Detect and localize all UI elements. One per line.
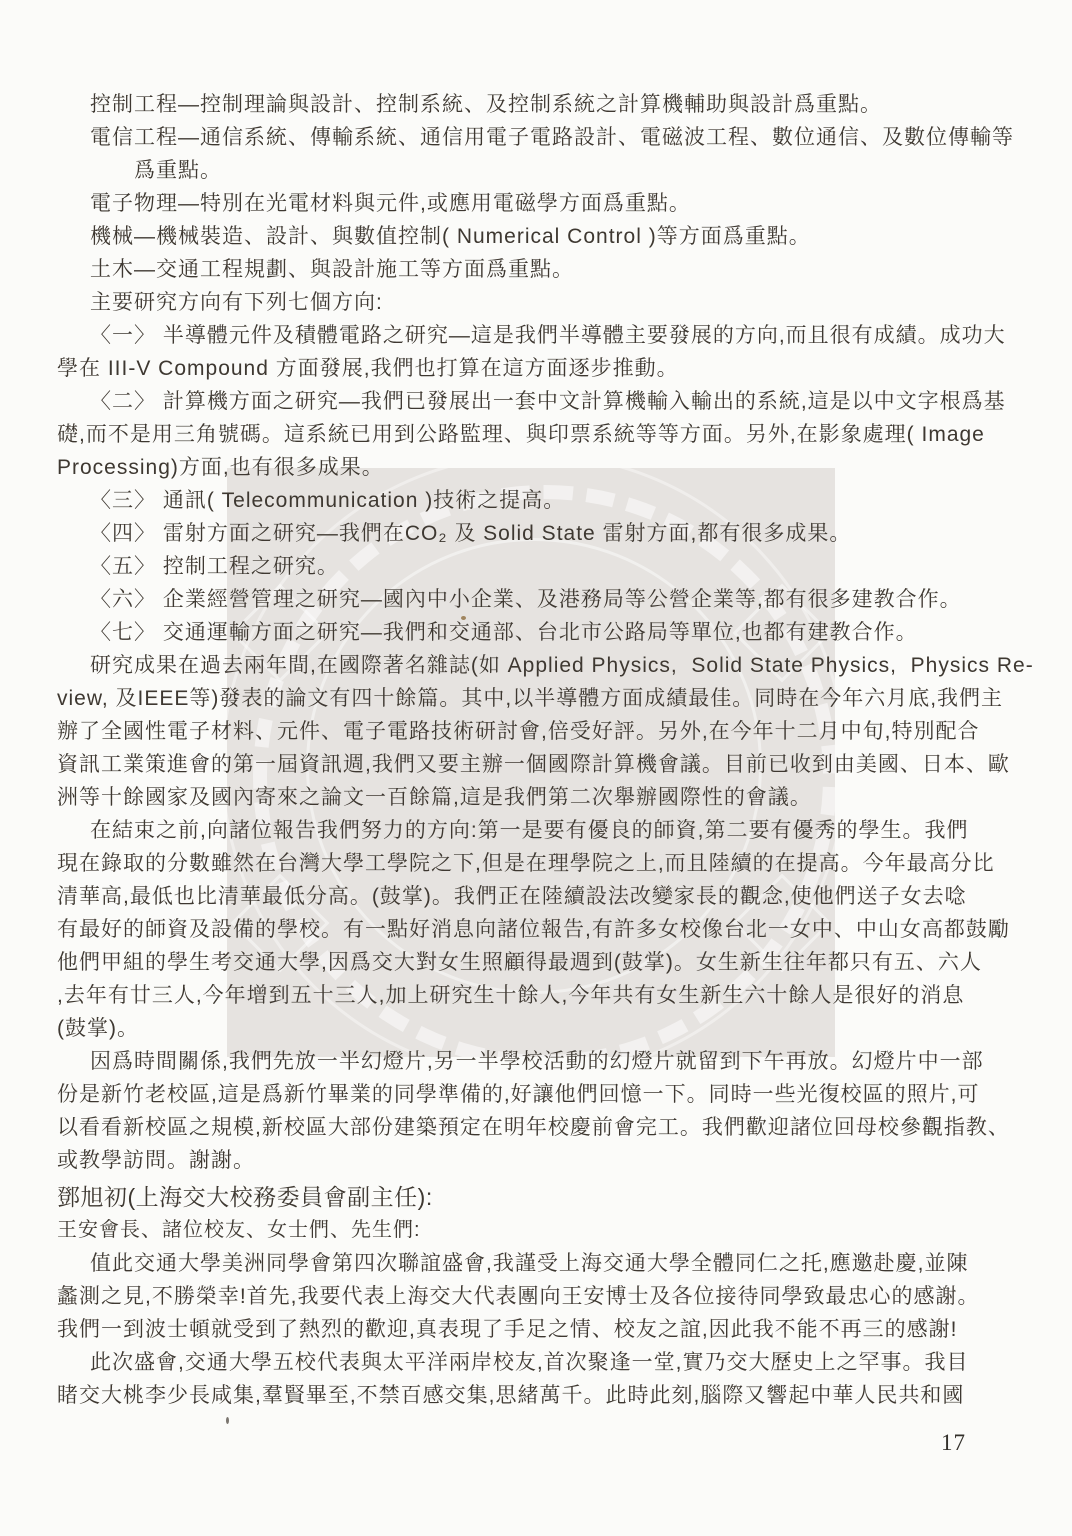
text-line: 土木—交通工程規劃、與設計施工等方面爲重點。	[90, 258, 574, 281]
text-line: (鼓掌)。	[57, 1017, 139, 1040]
page-number: 17	[941, 1430, 966, 1455]
text-line: 蠡測之見,不勝榮幸!首先,我要代表上海交大代表團向王安博士及各位接待同學致最忠心的感謝。	[57, 1285, 980, 1308]
text-line: 〈六〉 企業經營管理之研究—國內中小企業、及港務局等公營企業等,都有很多建教合作。	[90, 588, 962, 611]
text-line: 爲重點。	[134, 159, 222, 182]
text-line: 睹交大桃李少長咸集,羣賢畢至,不禁百感交集,思緒萬千。此時此刻,腦際又響起中華人民共和國	[57, 1384, 965, 1407]
text-line: 〈五〉 控制工程之研究。	[90, 555, 339, 578]
text-line: 鄧旭初(上海交大校務委員會副主任):	[57, 1184, 433, 1210]
text-line: 我們一到波士頓就受到了熱烈的歡迎,真表現了手足之情、校友之誼,因此我不能不再三的感謝!	[57, 1318, 958, 1341]
text-line: 研究成果在過去兩年間,在國際著名雜誌(如 Applied Physics, Solid State Physics, Physics Re-	[90, 654, 1034, 677]
text-line: 份是新竹老校區,這是爲新竹畢業的同學準備的,好讓他們回憶一下。同時一些光復校區的照片,可	[57, 1083, 980, 1106]
text-line: 〈四〉 雷射方面之研究—我們在CO₂ 及 Solid State 雷射方面,都有很多成果。	[90, 522, 852, 545]
text-line: ,去年有廿三人,今年增到五十三人,加上研究生十餘人,今年共有女生新生六十餘人是很好的消息	[57, 984, 965, 1007]
text-line: 他們甲組的學生考交通大學,因爲交大對女生照顧得最週到(鼓掌)。女生新生往年都只有五、六人	[57, 951, 982, 974]
text-line: view, 及IEEE等)發表的論文有四十餘篇。其中,以半導體方面成績最佳。同時在今年六月底,我們主	[57, 687, 1004, 710]
text-line: 〈七〉 交通運輸方面之研究—我們和交通部、台北市公路局等單位,也都有建教合作。	[90, 621, 918, 644]
text-line: 清華高,最低也比清華最低分高。(鼓掌)。我們正在陸續設法改變家長的觀念,使他們送子女去唸	[57, 885, 967, 908]
document-text	[57, 88, 1047, 1412]
text-line: 在結束之前,向諸位報告我們努力的方向:第一是要有優良的師資,第二要有優秀的學生。我們	[90, 819, 969, 842]
ink-speck	[226, 1417, 229, 1424]
text-line: 學在 III-V Compound 方面發展,我們也打算在這方面逐步推動。	[57, 357, 679, 380]
text-line: 此次盛會,交通大學五校代表與太平洋兩岸校友,首次聚逢一堂,實乃交大歷史上之罕事。我目	[90, 1351, 969, 1374]
text-line: 因爲時間關係,我們先放一半幻燈片,另一半學校活動的幻燈片就留到下午再放。幻燈片中一部	[90, 1050, 984, 1073]
text-line: 王安會長、諸位校友、女士們、先生們:	[57, 1219, 421, 1241]
text-line: 資訊工業策進會的第一屆資訊週,我們又要主辦一個國際計算機會議。目前已收到由美國、日本、歐	[57, 753, 1010, 776]
text-line: 值此交通大學美洲同學會第四次聯誼盛會,我謹受上海交通大學全體同仁之托,應邀赴慶,並陳	[90, 1252, 969, 1275]
text-line: 或教學訪問。謝謝。	[57, 1149, 255, 1172]
text-line: 以看看新校區之規模,新校區大部份建築預定在明年校慶前會完工。我們歡迎諸位回母校參觀指教、	[57, 1116, 1010, 1139]
text-line: 主要研究方向有下列七個方向:	[90, 291, 383, 314]
text-line: 現在錄取的分數雖然在台灣大學工學院之下,但是在理學院之上,而且陸續的在提高。今年最高分比	[57, 852, 995, 875]
text-line: 電信工程—通信系統、傳輸系統、通信用電子電路設計、電磁波工程、數位通信、及數位傳輸等	[90, 126, 1014, 149]
text-line: 機械—機械裝造、設計、與數值控制( Numerical Control )等方面爲重點。	[90, 225, 811, 248]
text-line: 辦了全國性電子材料、元件、電子電路技術研討會,倍受好評。另外,在今年十二月中旬,特別配合	[57, 720, 980, 743]
text-line: 有最好的師資及設備的學校。有一點好消息向諸位報告,有許多女校像台北一女中、中山女高都鼓勵	[57, 918, 1010, 941]
text-line: 礎,而不是用三角號碼。這系統已用到公路監理、與印票系統等等方面。另外,在影象處理( Image	[57, 423, 985, 446]
text-line: 〈三〉 通訊( Telecommunication )技術之提高。	[90, 489, 566, 512]
text-line: 〈一〉 半導體元件及積體電路之研究—這是我們半導體主要發展的方向,而且很有成績。成功大	[90, 324, 1006, 347]
ink-speck	[461, 616, 466, 620]
text-line: 〈二〉 計算機方面之研究—我們已發展出一套中文計算機輸入輸出的系統,這是以中文字根爲基	[90, 390, 1006, 413]
text-line: 洲等十餘國家及國內寄來之論文一百餘篇,這是我們第二次舉辦國際性的會議。	[57, 786, 812, 809]
text-line: 電子物理—特別在光電材料與元件,或應用電磁學方面爲重點。	[90, 192, 691, 215]
text-line: 控制工程—控制理論與設計、控制系統、及控制系統之計算機輔助與設計爲重點。	[90, 93, 882, 116]
text-line: Processing)方面,也有很多成果。	[57, 456, 384, 479]
